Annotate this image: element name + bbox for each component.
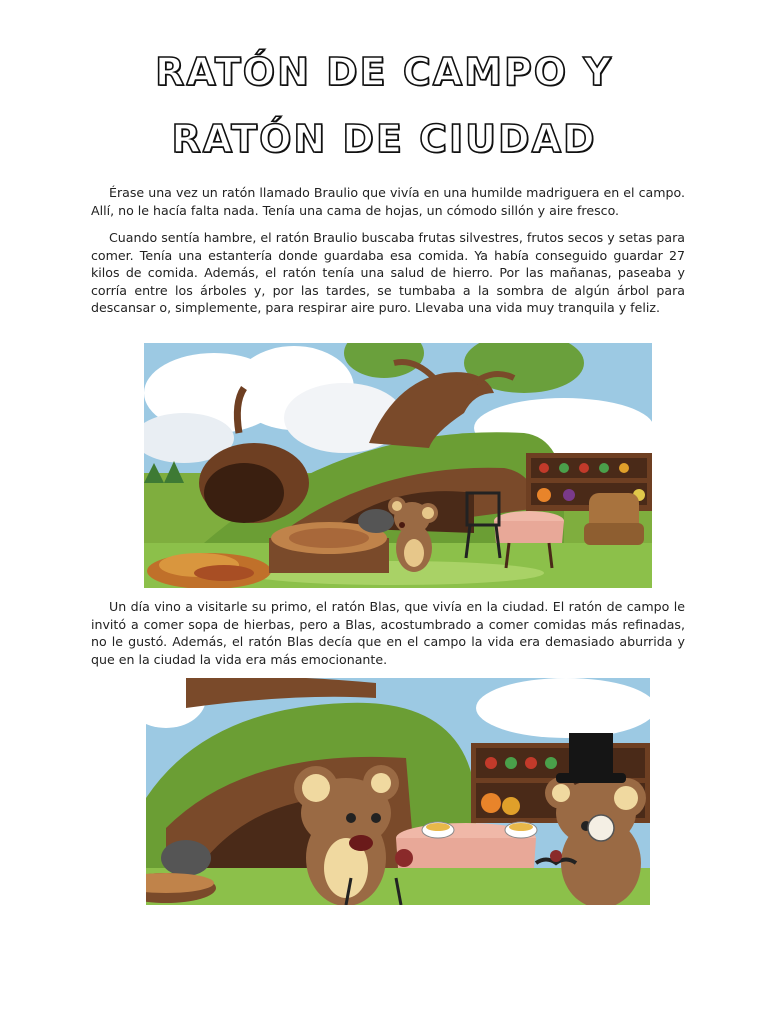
illustration-mouse-burrow: [144, 343, 652, 588]
paragraph-2: Cuando sentía hambre, el ratón Braulio buscaba frutas silvestres, frutos secos y setas para comer. Tenía una estantería donde guardaba esa comida. Ya había conseguido guardar 27 kilos de comida. Además, el ratón tenía una salud de hierro. Por las mañanas, paseaba y corría entre los árboles y, por las tardes, se tumbaba a la sombra de algún árbol para descansar o, simplemente, para respirar aire puro. Llevaba una vida muy tranquila y feliz.: [91, 230, 685, 316]
title-line-1: RATÓN DE CAMPO Y: [155, 50, 613, 94]
illustration-two-mice-soup: [146, 678, 650, 905]
paragraph-1: Érase una vez un ratón llamado Braulio que vivía en una humilde madriguera en el campo. Allí, no le hacía falta nada. Tenía una cama de hojas, un cómodo sillón y aire fresco.: [91, 185, 685, 218]
paragraph-3: Un día vino a visitarle su primo, el ratón Blas, que vivía en la ciudad. El ratón de campo le invitó a comer sopa de hierbas, pero a Blas, acostumbrado a comer comidas más refinadas, no le gustó. Además, el ratón Blas decía que en el campo la vida era demasiado aburrida y que en la ciudad la vida era más emocionante.: [91, 599, 685, 667]
title-line-2: RATÓN DE CIUDAD: [171, 117, 597, 161]
